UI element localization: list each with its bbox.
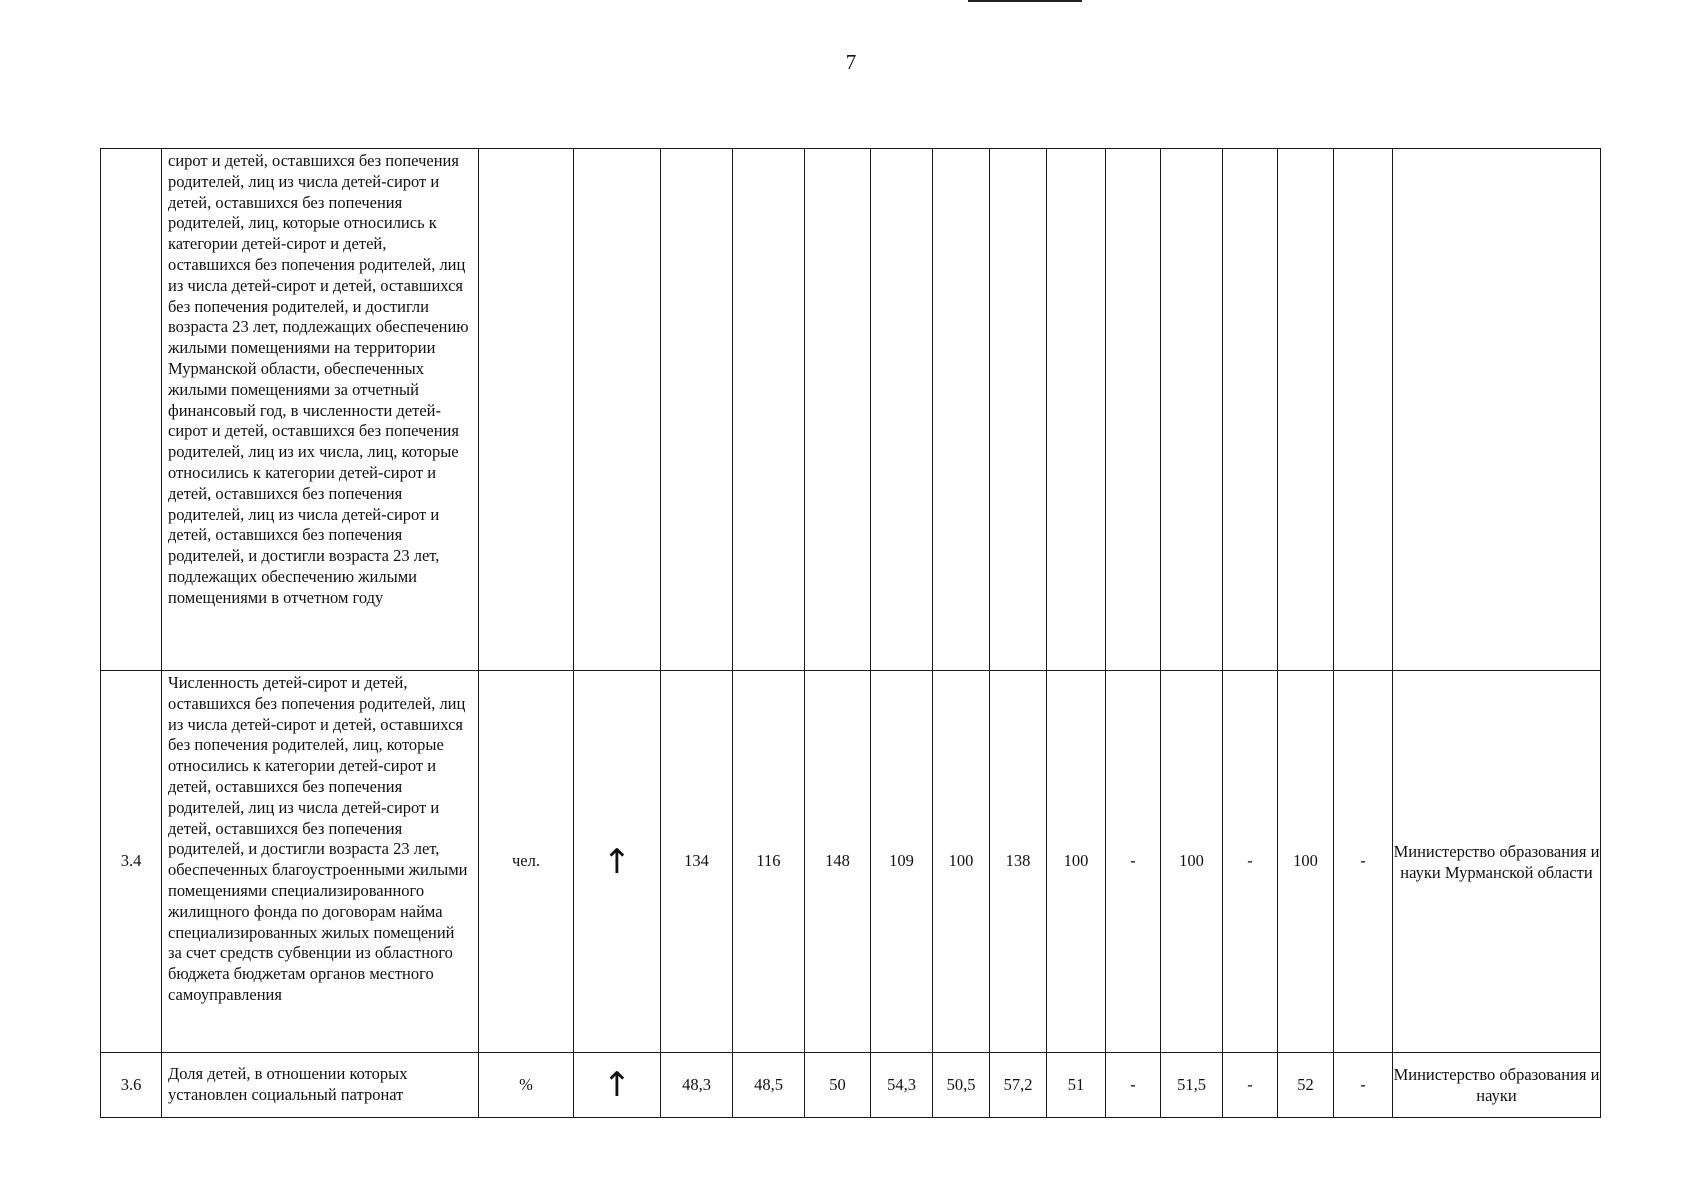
cell-description: Численность детей-сирот и детей, оставшихся без попечения родителей, лиц из числа детей-сирот и детей, оставшихся без попечения родителей, лиц, которые относились к категории детей-сирот и детей, оставшихся без попечения родителей, лиц из числа детей-сирот и детей, оставшихся без попечения родителей, и достигли возраста 23 лет, обеспеченных благоустроенными жилыми помещениями специализированного жилищного фонда по договорам найма специализированных жилых помещений за счет средств субвенции из областного бюджета бюджетам органов местного самоуправления bbox=[162, 671, 479, 1053]
cell-description: Доля детей, в отношении которых установлен социальный патронат bbox=[162, 1053, 479, 1118]
cell-trend bbox=[574, 1053, 661, 1118]
cell-value: 100 bbox=[933, 671, 990, 1053]
cell-responsible bbox=[1393, 149, 1601, 671]
cell-value: 100 bbox=[1161, 671, 1223, 1053]
cell-responsible: Министерство образования и науки bbox=[1393, 1053, 1601, 1118]
cell-value: 54,3 bbox=[871, 1053, 933, 1118]
cell-value bbox=[1047, 149, 1106, 671]
cell-value: - bbox=[1106, 1053, 1161, 1118]
cell-description: сирот и детей, оставшихся без попечения родителей, лиц из числа детей-сирот и детей, оставшихся без попечения родителей, лиц, которые относились к категории детей-сирот и детей, оставшихся без попечения родителей, лиц из числа детей-сирот и детей, оставшихся без попечения родителей, и достигли возраста 23 лет, подлежащих обеспечению жилыми помещениями на территории Мурманской области, обеспеченных жилыми помещениями за отчетный финансовый год, в численности детей-сирот и детей, оставшихся без попечения родителей, лиц из их числа, лиц, которые относились к категории детей-сирот и детей, оставшихся без попечения родителей, лиц из числа детей-сирот и детей, оставшихся без попечения родителей, и достигли возраста 23 лет, подлежащих обеспечению жилыми помещениями в отчетном году bbox=[162, 149, 479, 671]
table-row-3-6 bbox=[101, 1053, 1601, 1118]
cell-value bbox=[990, 149, 1047, 671]
cell-value: 50,5 bbox=[933, 1053, 990, 1118]
cell-value: - bbox=[1334, 671, 1393, 1053]
top-rule bbox=[968, 0, 1082, 2]
cell-value: 51,5 bbox=[1161, 1053, 1223, 1118]
cell-value: 52 bbox=[1278, 1053, 1334, 1118]
table-row-3-4 bbox=[101, 671, 1601, 1053]
cell-value bbox=[1223, 149, 1278, 671]
cell-trend bbox=[574, 149, 661, 671]
cell-value: 134 bbox=[661, 671, 733, 1053]
cell-value: 138 bbox=[990, 671, 1047, 1053]
cell-value: 100 bbox=[1278, 671, 1334, 1053]
cell-value: 51 bbox=[1047, 1053, 1106, 1118]
cell-num: 3.4 bbox=[101, 671, 162, 1053]
table-row-continuation bbox=[101, 149, 1601, 671]
cell-value bbox=[1278, 149, 1334, 671]
indicators-table bbox=[100, 148, 1601, 1118]
cell-value bbox=[1106, 149, 1161, 671]
cell-value: 48,3 bbox=[661, 1053, 733, 1118]
cell-value: 50 bbox=[805, 1053, 871, 1118]
cell-value: 48,5 bbox=[733, 1053, 805, 1118]
cell-value bbox=[871, 149, 933, 671]
cell-value: 148 bbox=[805, 671, 871, 1053]
cell-num: 3.6 bbox=[101, 1053, 162, 1118]
cell-responsible: Министерство образования и науки Мурманской области bbox=[1393, 671, 1601, 1053]
cell-unit: % bbox=[479, 1053, 574, 1118]
cell-value: 57,2 bbox=[990, 1053, 1047, 1118]
cell-num bbox=[101, 149, 162, 671]
cell-value bbox=[661, 149, 733, 671]
cell-value bbox=[733, 149, 805, 671]
arrow-up-icon: ↑ bbox=[602, 841, 632, 882]
cell-unit bbox=[479, 149, 574, 671]
cell-value bbox=[933, 149, 990, 671]
cell-value: - bbox=[1223, 671, 1278, 1053]
cell-value: 100 bbox=[1047, 671, 1106, 1053]
cell-trend bbox=[574, 671, 661, 1053]
cell-value: - bbox=[1223, 1053, 1278, 1118]
cell-value: - bbox=[1106, 671, 1161, 1053]
cell-value bbox=[1161, 149, 1223, 671]
arrow-up-icon: ↑ bbox=[602, 1065, 632, 1105]
cell-value: - bbox=[1334, 1053, 1393, 1118]
page-number: 7 bbox=[845, 50, 857, 74]
cell-value: 109 bbox=[871, 671, 933, 1053]
cell-value bbox=[805, 149, 871, 671]
indicators-table-wrap bbox=[100, 148, 1600, 1118]
cell-value: 116 bbox=[733, 671, 805, 1053]
cell-unit: чел. bbox=[479, 671, 574, 1053]
cell-value bbox=[1334, 149, 1393, 671]
